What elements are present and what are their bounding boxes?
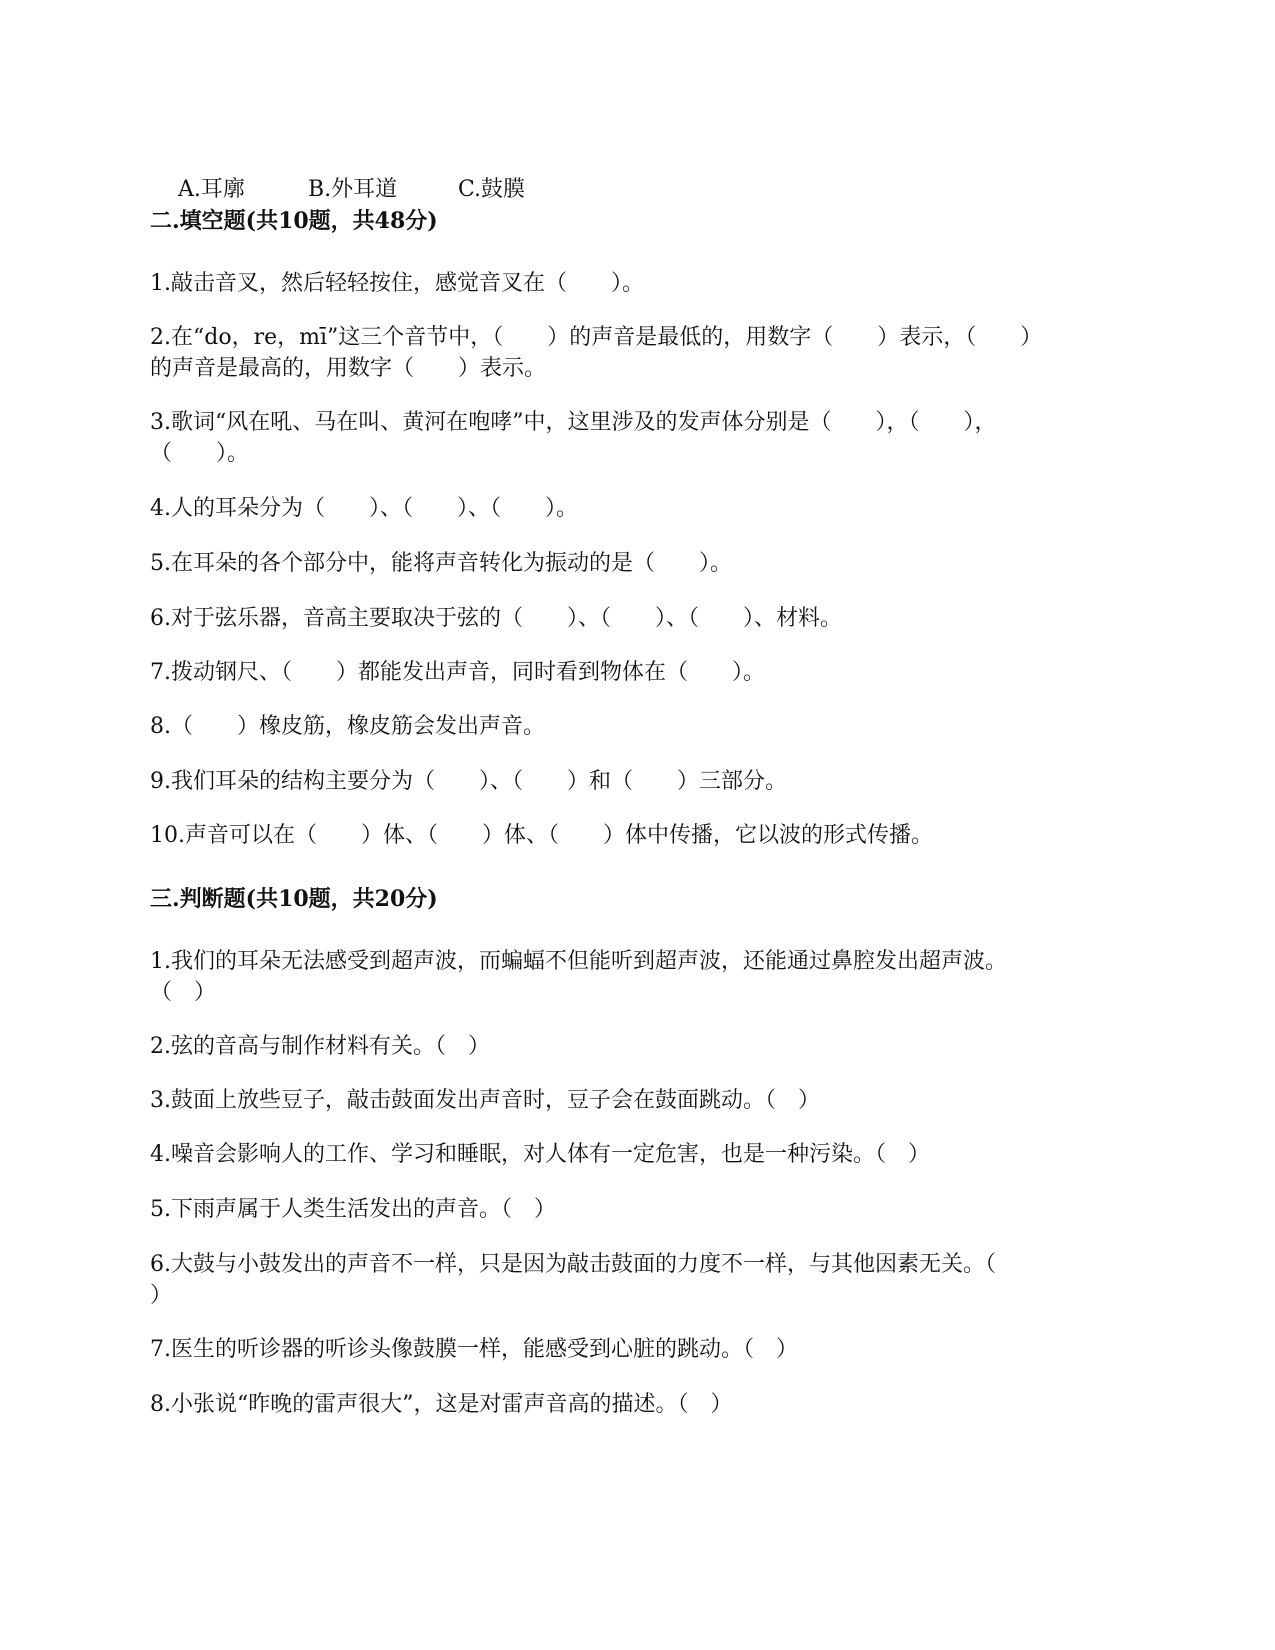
option-b: B.外耳道 bbox=[307, 177, 398, 202]
judge-question-6-line-1: 6.大鼓与小鼓发出的声音不一样，只是因为敲击鼓面的力度不一样，与其他因素无关。（ bbox=[150, 1252, 996, 1277]
judge-question-6-line-2: ） bbox=[150, 1283, 173, 1308]
fill-question-2-line-1: 2.在“do，re，mī”这三个音节中，（ ）的声音是最低的，用数字（ ）表示，（ ） bbox=[150, 325, 1043, 350]
fill-question-6: 6.对于弦乐器，音高主要取决于弦的（ ）、（ ）、（ ）、材料。 bbox=[150, 606, 842, 631]
option-c: C.鼓膜 bbox=[457, 177, 526, 202]
fill-question-5: 5.在耳朵的各个部分中，能将声音转化为振动的是（ ）。 bbox=[150, 551, 732, 576]
fill-question-8: 8.（ ）橡皮筋，橡皮筋会发出声音。 bbox=[150, 714, 545, 739]
option-a: A.耳廓 bbox=[177, 177, 245, 202]
judge-question-4: 4.噪音会影响人的工作、学习和睡眠，对人体有一定危害，也是一种污染。（ ） bbox=[150, 1142, 930, 1167]
fill-question-10: 10.声音可以在（ ）体、（ ）体、（ ）体中传播，它以波的形式传播。 bbox=[150, 823, 933, 848]
section2-title: 二.填空题(共10题，共48分) bbox=[150, 208, 438, 234]
judge-question-2: 2.弦的音高与制作材料有关。（ ） bbox=[150, 1034, 490, 1059]
fill-question-1: 1.敲击音叉，然后轻轻按住，感觉音叉在（ ）。 bbox=[150, 271, 644, 296]
fill-question-3-line-1: 3.歌词“风在吼、马在叫、黄河在咆哮”中，这里涉及的发声体分别是（ ），（ ）， bbox=[150, 410, 997, 435]
fill-question-4: 4.人的耳朵分为（ ）、（ ）、（ ）。 bbox=[150, 496, 578, 521]
judge-question-1-line-1: 1.我们的耳朵无法感受到超声波，而蝙蝠不但能听到超声波，还能通过鼻腔发出超声波。 bbox=[150, 949, 1007, 974]
fill-question-3-line-2: （ ）。 bbox=[150, 441, 250, 466]
fill-question-7: 7.拨动钢尺、（ ）都能发出声音，同时看到物体在（ ）。 bbox=[150, 660, 765, 685]
judge-question-8: 8.小张说“昨晚的雷声很大”，这是对雷声音高的描述。（ ） bbox=[150, 1392, 733, 1417]
section3-title: 三.判断题(共10题，共20分) bbox=[150, 886, 438, 912]
judge-question-7: 7.医生的听诊器的听诊头像鼓膜一样，能感受到心脏的跳动。（ ） bbox=[150, 1337, 798, 1362]
judge-question-5: 5.下雨声属于人类生活发出的声音。（ ） bbox=[150, 1197, 556, 1222]
judge-question-3: 3.鼓面上放些豆子，敲击鼓面发出声音时，豆子会在鼓面跳动。（ ） bbox=[150, 1088, 820, 1113]
fill-question-9: 9.我们耳朵的结构主要分为（ ）、（ ）和（ ）三部分。 bbox=[150, 769, 787, 794]
judge-question-1-line-2: （ ） bbox=[150, 980, 217, 1005]
fill-question-2-line-2: 的声音是最高的，用数字（ ）表示。 bbox=[150, 356, 547, 381]
